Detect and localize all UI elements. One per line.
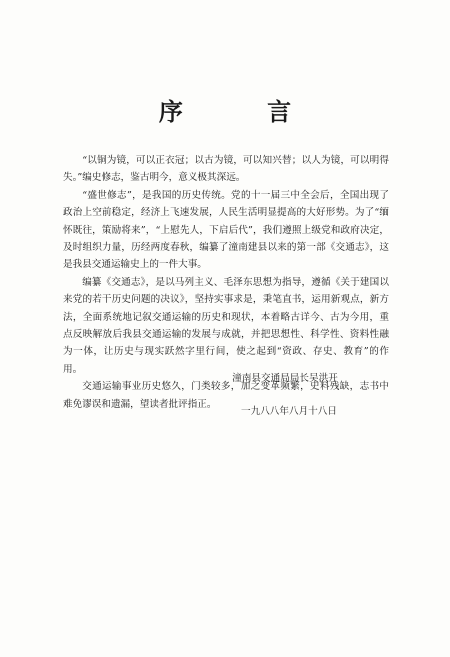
paragraph-2: “盛世修志”，是我国的历史传统。党的十一届三中全会后，全国出现了政治上空前稳定，经济上飞速发展，人民生活明显提高的大好形势。为了“缅怀既往，策励将来”，“上慰先人，下启后代”，我们遵照上级党和政府决定，及时组织力量，历经两度春秋，编纂了潼南建县以来的第一部《交通志》，这是我县交通运输史上的一件大事。 [63,189,389,271]
signature-date: 一九八八年八月十八日 [241,406,337,417]
paragraph-4: 交通运输事业历史悠久，门类较多，加之变革频繁，史料残缺，志书中难免谬误和遗漏，望读者批评指正。 [63,381,389,410]
paragraph-3: 编纂《交通志》，是以马列主义、毛泽东思想为指导，遵循《关于建国以来党的若干历史问题的决议》，坚持实事求是，秉笔直书，运用新观点，新方法，全面系统地记叙交通运输的历史和现状，本着略古详今、古为今用，重点反映解放后我县交通运输的发展与成就，并把思想性、科学性、资料性融为一体，让历史与现实跃然字里行间，使之起到“资政、存史、教育”的作用。 [63,276,389,375]
paragraph-1: “以铜为镜，可以正衣冠；以古为镜，可以知兴替；以人为镜，可以明得失。”编史修志，鉴古明今，意义极其深远。 [63,155,389,184]
signature-author: 潼南县交通局局长吴洪开 [232,373,338,384]
page-title: 序 言 [158,97,330,126]
